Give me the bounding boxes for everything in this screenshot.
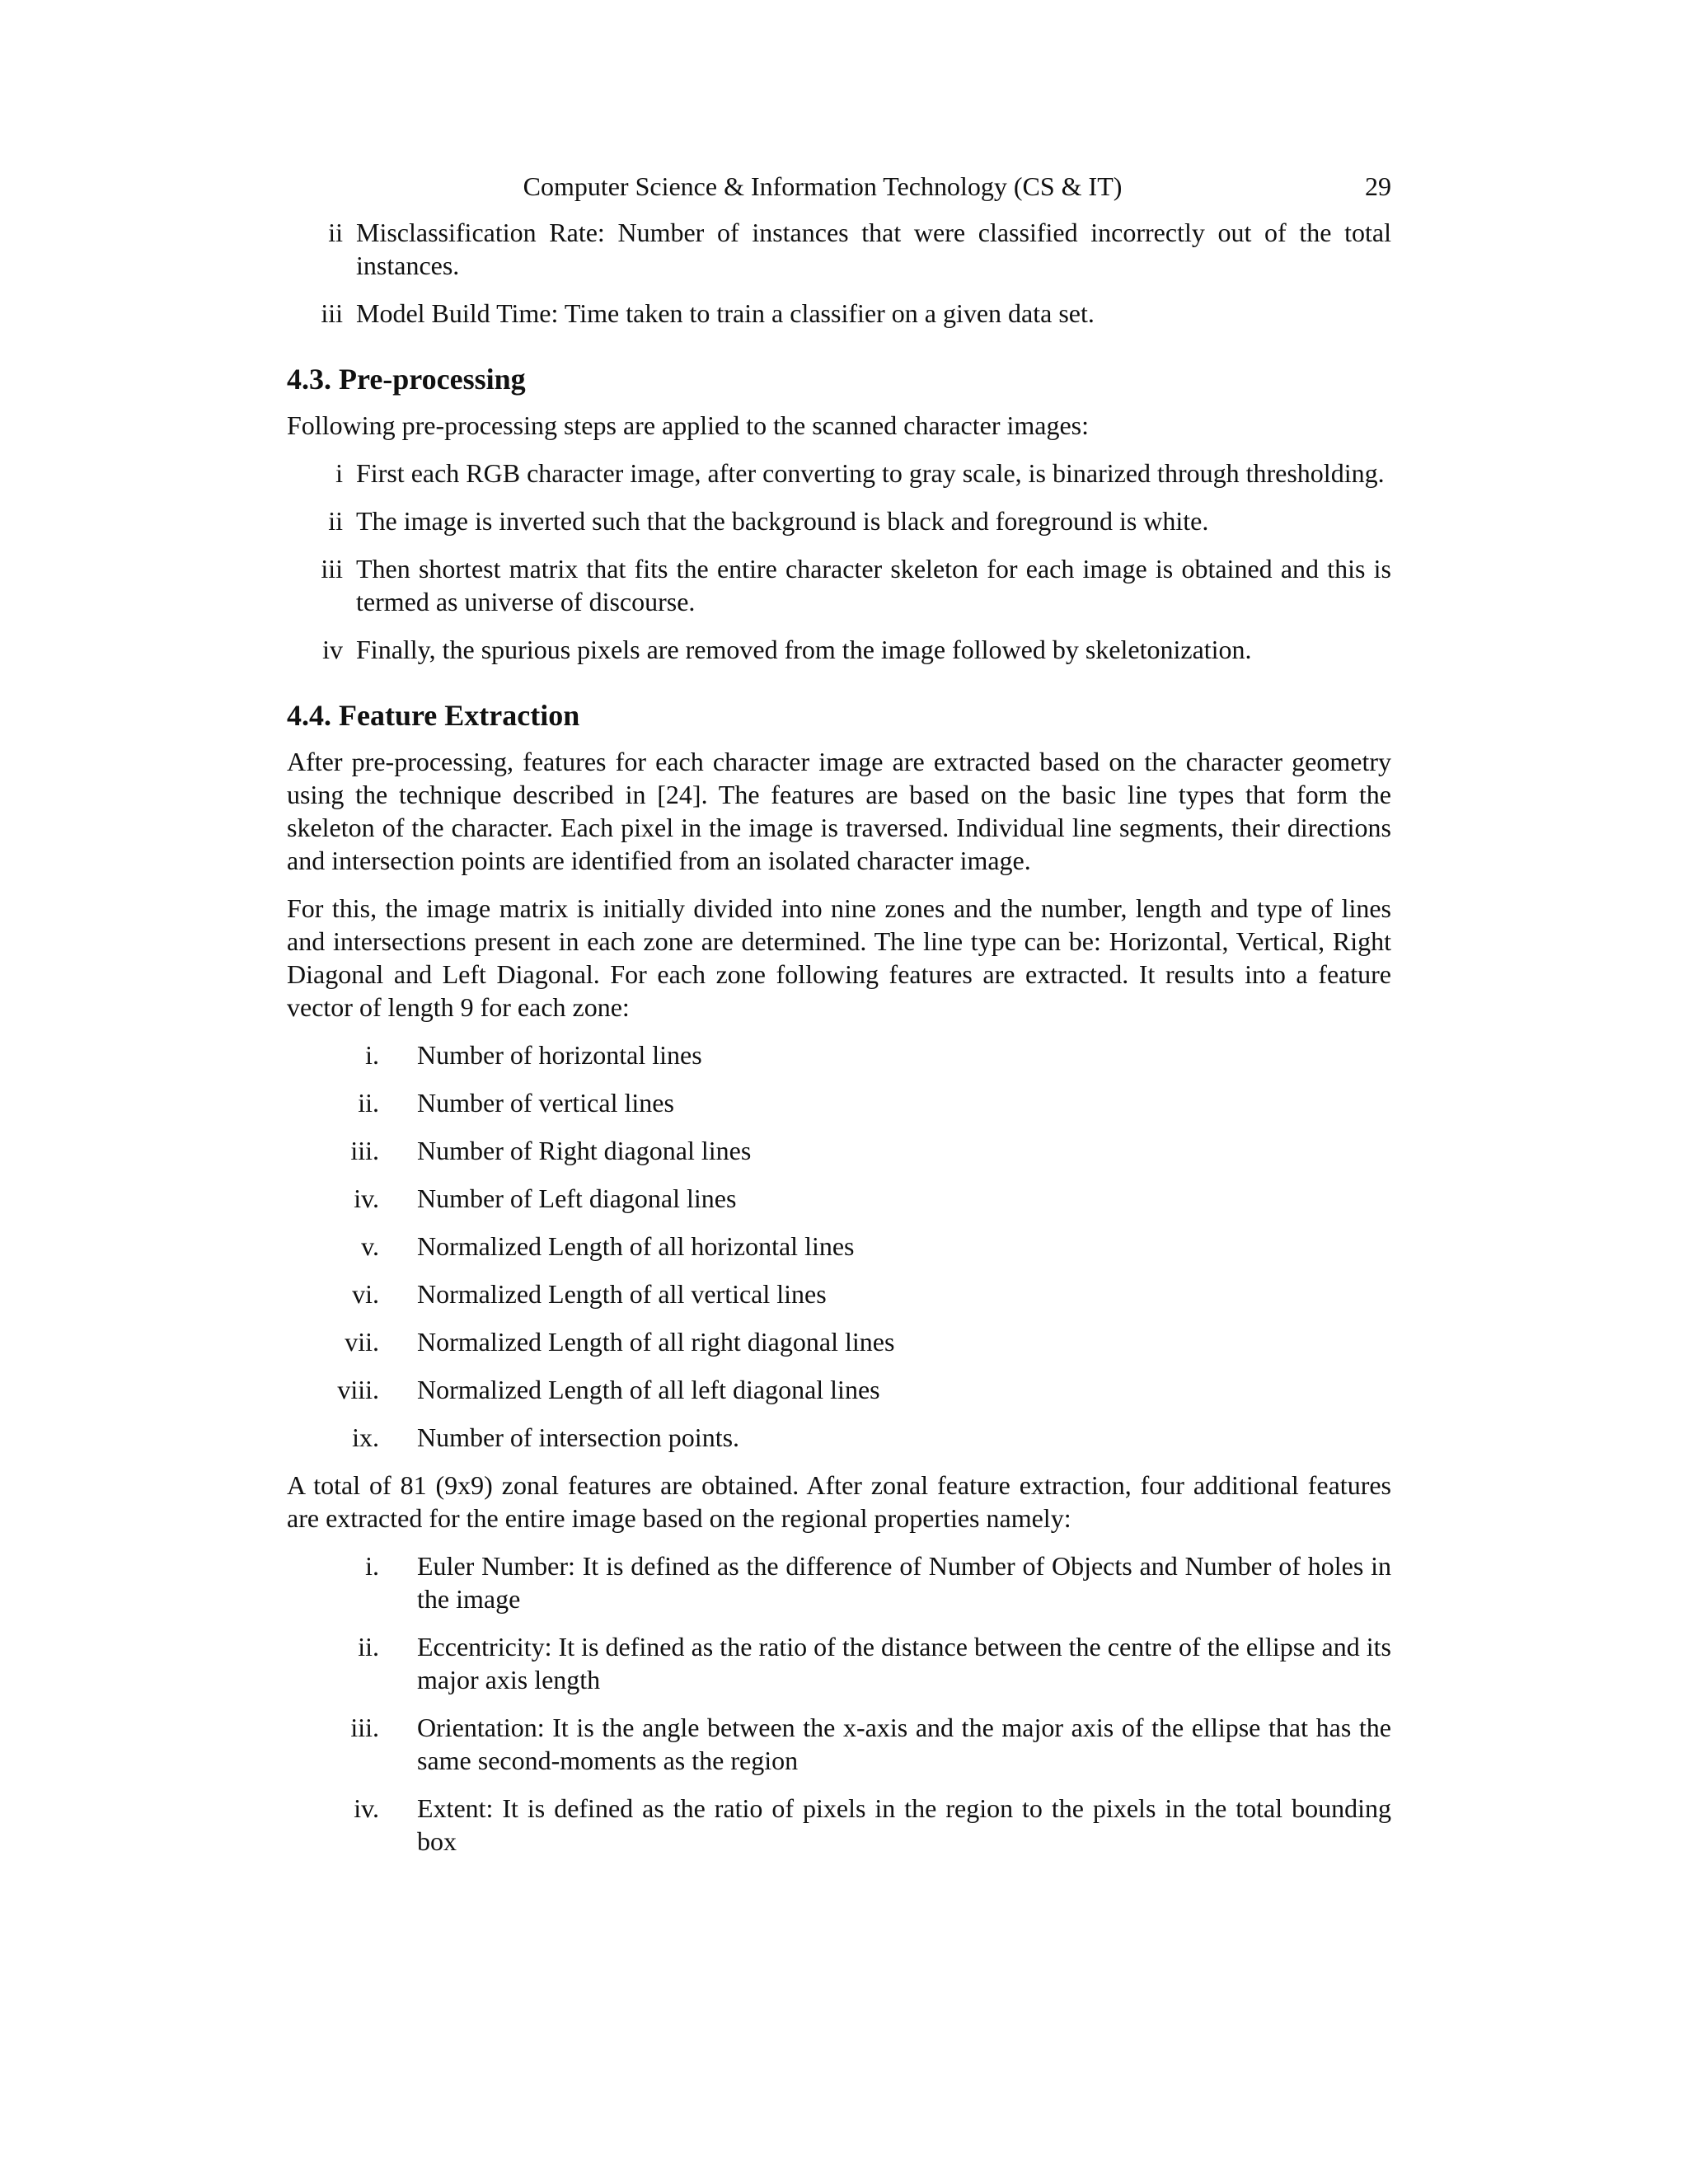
list-item-text: Normalized Length of all vertical lines <box>417 1279 827 1309</box>
list-item-text: Euler Number: It is defined as the difference of Number of Objects and Number of holes in the image <box>417 1551 1391 1614</box>
list-marker: iv. <box>354 1183 379 1213</box>
list-marker: iv <box>322 635 343 664</box>
list-item-text: Number of Left diagonal lines <box>417 1183 737 1213</box>
list-marker: i. <box>365 1040 379 1070</box>
list-item <box>287 297 1391 330</box>
list-item-text: First each RGB character image, after converting to gray scale, is binarized through thresholding. <box>356 458 1385 488</box>
list-marker: iii. <box>350 1136 379 1165</box>
list-item-text: Number of Right diagonal lines <box>417 1136 752 1165</box>
list-marker: i. <box>365 1551 379 1581</box>
metrics-list <box>287 216 1391 330</box>
regional-features-list <box>287 1549 1391 1858</box>
list-marker: viii. <box>337 1375 379 1404</box>
list-item <box>287 1373 1391 1406</box>
preprocessing-intro: Following pre-processing steps are applied to the scanned character images: <box>287 410 1089 440</box>
list-marker: v. <box>361 1231 379 1261</box>
list-item-text: Number of vertical lines <box>417 1088 674 1118</box>
list-item-text: The image is inverted such that the background is black and foreground is white. <box>356 506 1209 536</box>
list-item-text: Eccentricity: It is defined as the ratio of the distance between the centre of the ellipse and its major axis length <box>417 1632 1391 1694</box>
list-item <box>287 552 1391 618</box>
list-marker: iii <box>321 298 343 328</box>
journal-title: Computer Science & Information Technology (CS & IT) <box>523 171 1123 201</box>
list-item <box>287 1086 1391 1119</box>
list-item-text: Normalized Length of all left diagonal lines <box>417 1375 880 1404</box>
preprocessing-steps-list <box>287 457 1391 666</box>
list-item-text: Model Build Time: Time taken to train a classifier on a given data set. <box>356 298 1095 328</box>
list-item-text: Finally, the spurious pixels are removed from the image followed by skeletonization. <box>356 635 1252 664</box>
section-heading-feature-extraction: 4.4. Feature Extraction <box>287 699 580 732</box>
list-item <box>287 504 1391 537</box>
list-marker: ix. <box>352 1422 379 1452</box>
list-item-text: Normalized Length of all horizontal lines <box>417 1231 855 1261</box>
zone-features-list <box>287 1038 1391 1454</box>
list-item <box>287 216 1391 282</box>
list-item-text: Misclassification Rate: Number of instances that were classified incorrectly out of the total instances. <box>356 218 1391 280</box>
list-item <box>287 1038 1391 1071</box>
list-marker: ii. <box>358 1088 379 1118</box>
list-item <box>287 633 1391 666</box>
list-item <box>287 1325 1391 1358</box>
list-item <box>287 1230 1391 1263</box>
list-marker: vii. <box>345 1327 379 1357</box>
list-item-text: Extent: It is defined as the ratio of pixels in the region to the pixels in the total bounding box <box>417 1793 1391 1856</box>
paper-page <box>287 0 1391 1858</box>
list-item-text: Orientation: It is the angle between the x-axis and the major axis of the ellipse that has the same second-moments as the region <box>417 1713 1391 1775</box>
running-header <box>287 170 1391 203</box>
list-item-text: Then shortest matrix that fits the entire character skeleton for each image is obtained and this is termed as universe of discourse. <box>356 554 1391 616</box>
list-marker: ii <box>328 218 343 247</box>
list-marker: vi. <box>352 1279 379 1309</box>
list-item-text: Number of horizontal lines <box>417 1040 702 1070</box>
list-item <box>287 1630 1391 1696</box>
list-item <box>287 1182 1391 1215</box>
list-item <box>287 1421 1391 1454</box>
feature-paragraph-1: After pre-processing, features for each character image are extracted based on the character geometry using the technique described in [24]. The features are based on the basic line types that form the skeleton of the character. Each pixel in the image is traversed. Individual line segments, their directions and intersection points are identified from an isolated character image. <box>287 747 1391 875</box>
page-number: 29 <box>1365 171 1391 201</box>
section-heading-preprocessing: 4.3. Pre-processing <box>287 363 526 396</box>
list-marker: iii. <box>350 1713 379 1742</box>
list-marker: ii <box>328 506 343 536</box>
list-item <box>287 457 1391 490</box>
list-item-text: Number of intersection points. <box>417 1422 740 1452</box>
list-marker: iv. <box>354 1793 379 1823</box>
list-marker: iii <box>321 554 343 583</box>
feature-paragraph-3: A total of 81 (9x9) zonal features are obtained. After zonal feature extraction, four additional features are extracted for the entire image based on the regional properties namely: <box>287 1470 1391 1533</box>
list-item <box>287 1792 1391 1858</box>
list-item <box>287 1549 1391 1615</box>
list-item <box>287 1134 1391 1167</box>
list-item-text: Normalized Length of all right diagonal lines <box>417 1327 895 1357</box>
list-marker: ii. <box>358 1632 379 1661</box>
list-item <box>287 1277 1391 1310</box>
list-item <box>287 1711 1391 1777</box>
feature-paragraph-2: For this, the image matrix is initially divided into nine zones and the number, length and type of lines and intersections present in each zone are determined. The line type can be: Horizontal, Vertical, Right Diagonal and Left Diagonal. For each zone following features are extracted. It results into a feature vector of length 9 for each zone: <box>287 893 1391 1022</box>
list-marker: i <box>335 458 343 488</box>
